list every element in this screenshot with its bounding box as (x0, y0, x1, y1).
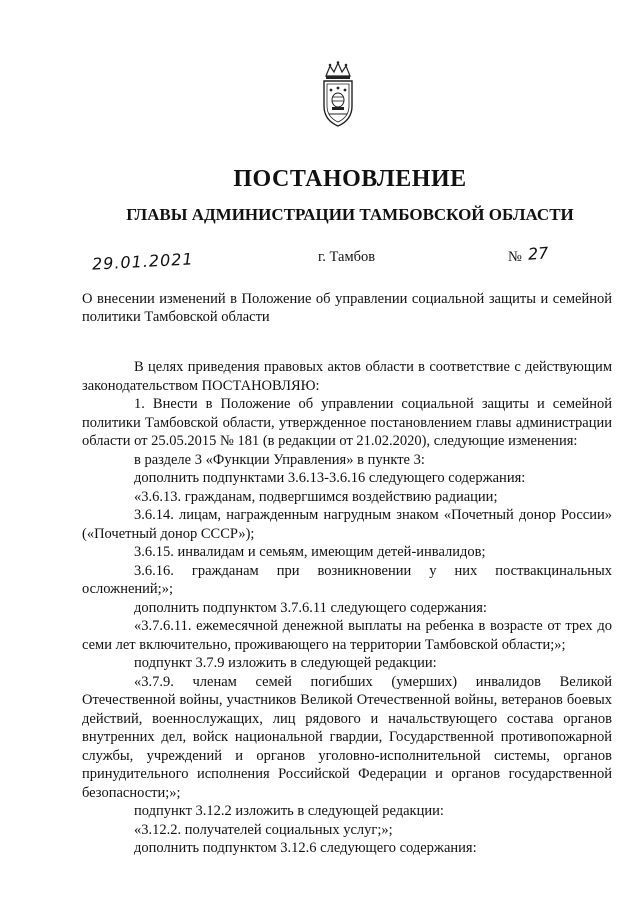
body-paragraph: дополнить подпунктом 3.12.6 следующего содержания: (134, 840, 477, 856)
body-paragraph: дополнить подпунктами 3.6.13-3.6.16 следующего содержания: (134, 470, 526, 486)
document-subtitle: ГЛАВЫ АДМИНИСТРАЦИИ ТАМБОВСКОЙ ОБЛАСТИ (126, 205, 574, 224)
document-title: ПОСТАНОВЛЕНИЕ (233, 166, 467, 192)
document-number-label: № (508, 249, 522, 265)
body-paragraph: 3.6.14. лицам, награжденным нагрудным знаком «Почетный донор России» («Почетный донор СССР»); (82, 507, 612, 542)
body-paragraph: подпункт 3.12.2 изложить в следующей редакции: (134, 803, 444, 819)
body-paragraph: подпункт 3.7.9 изложить в следующей редакции: (134, 655, 437, 671)
tambov-coat-of-arms-icon (318, 60, 358, 128)
body-paragraph: «3.6.13. гражданам, подвергшимся воздействию радиации; (134, 488, 498, 505)
body-paragraph: «3.7.6.11. ежемесячной денежной выплаты на ребенка в возрасте от трех до семи лет включительно, проживающего на территории Тамбовской области;»; (82, 618, 612, 653)
document-city: г. Тамбов (318, 249, 376, 265)
body-paragraph: 3.6.16. гражданам при возникновении у них поствакцинальных осложнений;»; (82, 562, 612, 597)
body-paragraph: в разделе 3 «Функции Управления» в пункте 3: (134, 451, 425, 468)
document-subject: О внесении изменений в Положение об управлении социальной защиты и семейной политики Тамбовской области (82, 291, 612, 325)
body-paragraph: «3.7.9. членам семей погибших (умерших) инвалидов Великой Отечественной войны, участников Великой Отечественной войны, ветеранов боевых действий, военнослужащих, лиц рядового и начальствующего состава органов внутренних дел, войск национальной гвардии, Государственной противопожарной службы, учреждений и органов уголовно-исполнительной системы, органов принудительного исполнения Российской Федерации и органов государственной безопасности;»; (82, 673, 612, 801)
document-body (82, 358, 612, 858)
body-paragraph: В целях приведения правовых актов области в соответствие с действующим законодательством ПОСТАНОВЛЯЮ: (82, 359, 612, 394)
body-paragraph: дополнить подпунктом 3.7.6.11 следующего содержания: (134, 599, 487, 616)
document-number: 27 (527, 243, 549, 264)
body-paragraph: 3.6.15. инвалидам и семьям, имеющим детей-инвалидов; (134, 544, 486, 560)
body-paragraph: «3.12.2. получателей социальных услуг;»; (134, 821, 393, 838)
document-date: 29.01.2021 (91, 249, 195, 274)
body-paragraph: 1. Внести в Положение об управлении социальной защиты и семейной политики Тамбовской области, утвержденное постановлением главы администрации области от 25.05.2015 № 181 (в редакции от 21.02.2020), следующие изменения: (82, 396, 612, 449)
